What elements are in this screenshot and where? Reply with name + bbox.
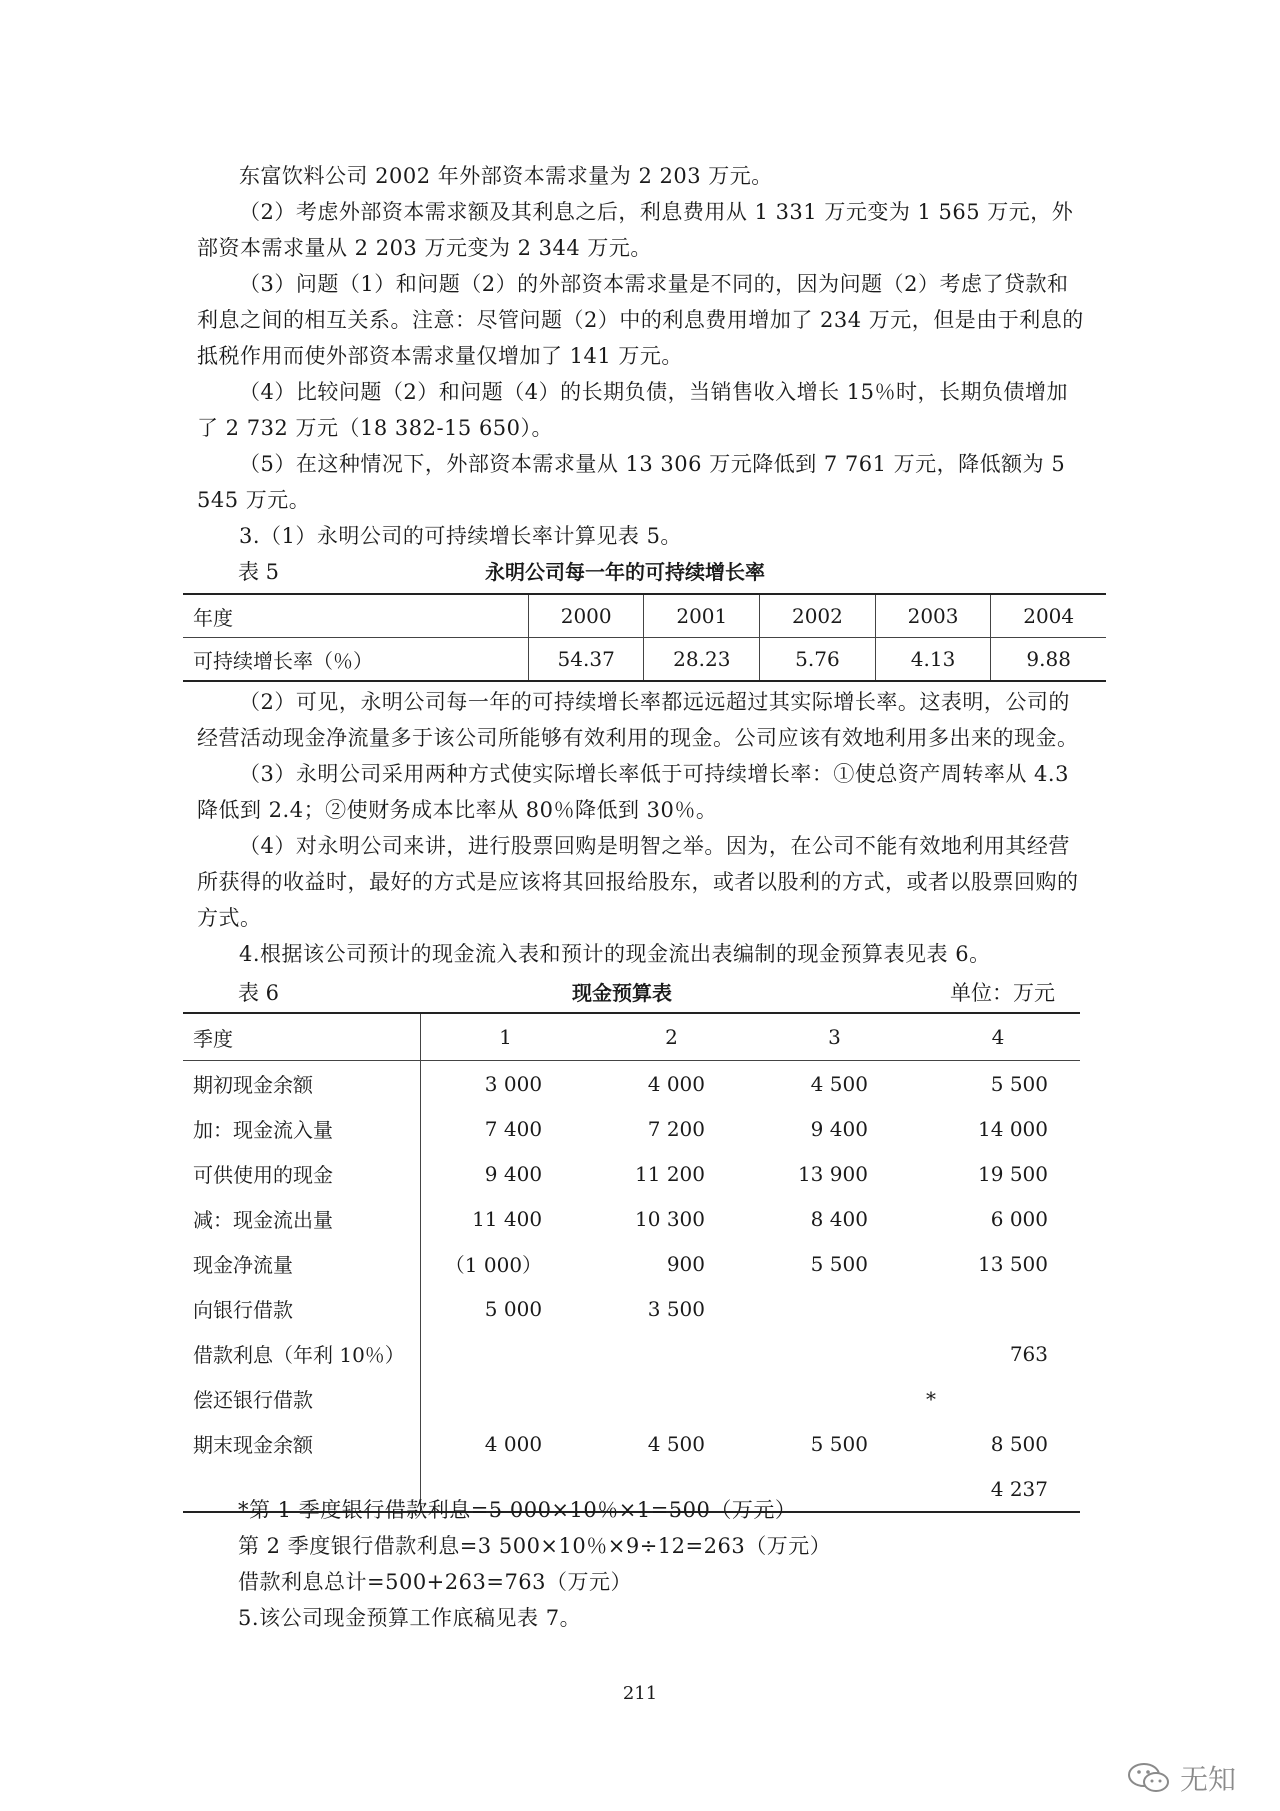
value-cell bbox=[420, 1376, 590, 1421]
row-label: 现金净流量 bbox=[183, 1241, 420, 1286]
year-cell: 2000 bbox=[528, 594, 644, 638]
value-cell: 8 400 bbox=[810, 1206, 868, 1231]
table-row bbox=[183, 638, 1106, 682]
table5-label: 表 5 bbox=[238, 560, 280, 584]
value-cell: 4 000 bbox=[647, 1071, 705, 1096]
value-cell: 54.37 bbox=[528, 638, 644, 682]
row-label: 期初现金余额 bbox=[183, 1061, 420, 1107]
value-cell: * bbox=[925, 1386, 936, 1411]
row-label: 向银行借款 bbox=[183, 1286, 420, 1331]
value-cell: 4 000 bbox=[484, 1431, 543, 1456]
paragraph: （3）永明公司采用两种方式使实际增长率低于可持续增长率：①使总资产周转率从 4.3 降低到 2.4；②使财务成本比率从 80％降低到 30％。 bbox=[197, 762, 1069, 822]
value-cell: 6 000 bbox=[990, 1206, 1048, 1231]
paragraph: 4.根据该公司预计的现金流入表和预计的现金流出表编制的现金预算表见表 6。 bbox=[239, 942, 991, 966]
row-label: 可持续增长率（％） bbox=[183, 638, 528, 682]
value-cell: （1 000） bbox=[444, 1253, 543, 1277]
watermark bbox=[1126, 1758, 1236, 1798]
row-label: 期末现金余额 bbox=[183, 1421, 420, 1466]
value-cell bbox=[916, 1286, 1080, 1331]
quarter-header: 4 bbox=[916, 1013, 1080, 1061]
value-cell: 13 900 bbox=[797, 1161, 868, 1186]
table-header-label: 季度 bbox=[183, 1013, 420, 1061]
value-cell bbox=[753, 1331, 916, 1376]
row-label: 可供使用的现金 bbox=[183, 1151, 420, 1196]
row-label: 减：现金流出量 bbox=[183, 1196, 420, 1241]
value-cell bbox=[753, 1376, 916, 1421]
row-label: 借款利息（年利 10％） bbox=[183, 1331, 420, 1376]
value-cell bbox=[420, 1331, 590, 1376]
quarter-header: 3 bbox=[753, 1013, 916, 1061]
table-row bbox=[183, 1106, 1080, 1151]
table6-unit: 单位：万元 bbox=[950, 981, 1055, 1005]
year-cell: 2004 bbox=[991, 594, 1106, 638]
paragraph: 3.（1）永明公司的可持续增长率计算见表 5。 bbox=[239, 524, 682, 548]
value-cell: 763 bbox=[1009, 1341, 1048, 1366]
table-row bbox=[183, 1331, 1080, 1376]
table6-label: 表 6 bbox=[238, 981, 280, 1005]
paragraph: （4）比较问题（2）和问题（4）的长期负债，当销售收入增长 15％时，长期负债增加了 2 732 万元（18 382-15 650）。 bbox=[197, 380, 1068, 440]
table-header-label: 年度 bbox=[183, 594, 528, 638]
value-cell: 13 500 bbox=[978, 1251, 1048, 1276]
year-cell: 2001 bbox=[644, 594, 760, 638]
paragraph: （5）在这种情况下，外部资本需求量从 13 306 万元降低到 7 761 万元，降低额为 5 545 万元。 bbox=[197, 452, 1066, 512]
paragraph: （2）可见，永明公司每一年的可持续增长率都远远超过其实际增长率。这表明，公司的经营活动现金净流量多于该公司所能够有效利用的现金。公司应该有效地利用多出来的现金。 bbox=[197, 690, 1079, 750]
value-cell: 4 500 bbox=[810, 1071, 868, 1096]
table-row bbox=[183, 1151, 1080, 1196]
value-cell: 19 500 bbox=[978, 1161, 1048, 1186]
table-row bbox=[183, 1241, 1080, 1286]
table-header-row bbox=[183, 1013, 1080, 1061]
value-cell: 5 500 bbox=[810, 1431, 868, 1456]
watermark-text: 无知 bbox=[1179, 1763, 1236, 1796]
value-cell: 5.76 bbox=[760, 638, 876, 682]
value-cell: 5 000 bbox=[484, 1296, 543, 1321]
value-cell: 3 000 bbox=[484, 1071, 543, 1096]
table-row bbox=[183, 1421, 1080, 1466]
value-cell: 4.13 bbox=[875, 638, 991, 682]
cash-budget-table bbox=[183, 1012, 1080, 1513]
wechat-icon bbox=[1126, 1761, 1172, 1795]
value-cell: 7 400 bbox=[484, 1116, 543, 1141]
year-cell: 2003 bbox=[875, 594, 991, 638]
footnote: 第 2 季度银行借款利息=3 500×10％×9÷12=263（万元） bbox=[238, 1534, 832, 1558]
value-cell: 10 300 bbox=[635, 1206, 705, 1231]
value-cell: 9 400 bbox=[484, 1161, 543, 1186]
paragraph: 5.该公司现金预算工作底稿见表 7。 bbox=[238, 1606, 582, 1630]
paragraph: （3）问题（1）和问题（2）的外部资本需求量是不同的，因为问题（2）考虑了贷款和利息之间的相互关系。注意：尽管问题（2）中的利息费用增加了 234 万元，但是由于利息的抵税作用而使外部资本需求量仅增加了 141 万元。 bbox=[197, 272, 1084, 368]
footnote: 借款利息总计=500+263=763（万元） bbox=[238, 1570, 633, 1594]
value-cell: 11 400 bbox=[472, 1206, 543, 1231]
value-cell: 11 200 bbox=[635, 1161, 705, 1186]
row-label: 偿还银行借款 bbox=[183, 1376, 420, 1421]
table-row bbox=[183, 1061, 1080, 1107]
table6-title: 现金预算表 bbox=[572, 981, 672, 1005]
table-row bbox=[183, 1286, 1080, 1331]
value-cell: 3 500 bbox=[647, 1296, 705, 1321]
value-cell: 14 000 bbox=[978, 1116, 1048, 1141]
quarter-header: 1 bbox=[420, 1013, 590, 1061]
value-cell: 8 500 bbox=[990, 1431, 1048, 1456]
year-cell: 2002 bbox=[760, 594, 876, 638]
table5-title: 永明公司每一年的可持续增长率 bbox=[485, 560, 765, 584]
table-row bbox=[183, 1376, 1080, 1421]
value-cell: 9 400 bbox=[810, 1116, 868, 1141]
paragraph: （2）考虑外部资本需求额及其利息之后，利息费用从 1 331 万元变为 1 565 万元，外部资本需求量从 2 203 万元变为 2 344 万元。 bbox=[197, 200, 1074, 260]
value-cell: 9.88 bbox=[991, 638, 1106, 682]
value-cell bbox=[590, 1331, 753, 1376]
paragraph: （4）对永明公司来讲，进行股票回购是明智之举。因为，在公司不能有效地利用其经营所获得的收益时，最好的方式是应该将其回报给股东，或者以股利的方式，或者以股票回购的方式。 bbox=[197, 834, 1079, 930]
table-header-row bbox=[183, 594, 1106, 638]
value-cell: 4 500 bbox=[647, 1431, 705, 1456]
quarter-header: 2 bbox=[590, 1013, 753, 1061]
value-cell bbox=[590, 1376, 753, 1421]
paragraph: 东富饮料公司 2002 年外部资本需求量为 2 203 万元。 bbox=[239, 164, 773, 188]
table-row bbox=[183, 1196, 1080, 1241]
value-cell: 900 bbox=[666, 1251, 705, 1276]
row-label: 加：现金流入量 bbox=[183, 1106, 420, 1151]
value-cell bbox=[753, 1286, 916, 1331]
value-cell: 5 500 bbox=[810, 1251, 868, 1276]
value-cell: 7 200 bbox=[647, 1116, 705, 1141]
footnote: *第 1 季度银行借款利息=5 000×10％×1=500（万元） bbox=[238, 1498, 797, 1522]
sustainable-growth-table bbox=[183, 593, 1106, 682]
value-cell: 28.23 bbox=[644, 638, 760, 682]
value-cell: 4 237 bbox=[916, 1466, 1080, 1512]
page-number: 211 bbox=[622, 1683, 658, 1704]
value-cell: 5 500 bbox=[990, 1071, 1048, 1096]
